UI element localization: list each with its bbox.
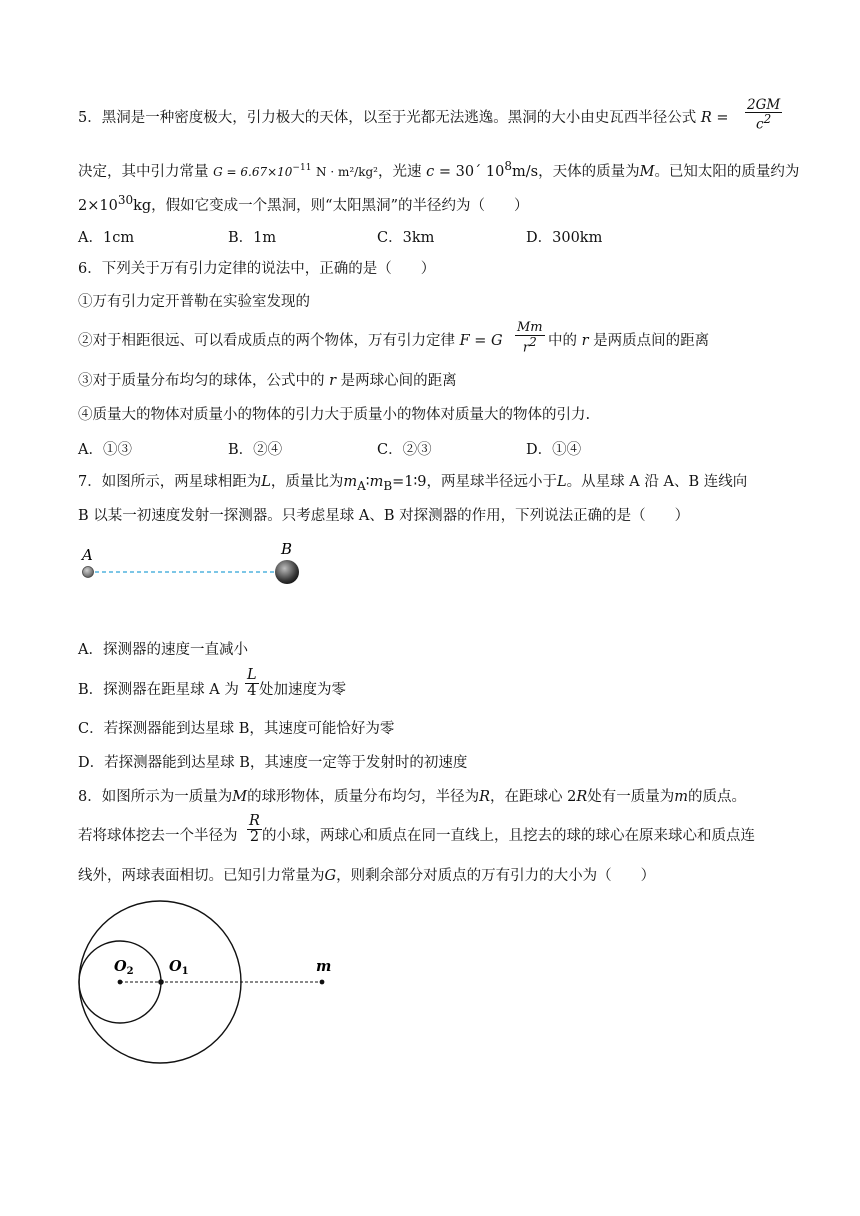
q5-fraction-numerator: 2GM xyxy=(747,97,781,113)
q8-label-o1-sub: 1 xyxy=(181,966,189,977)
q7-L-2: L xyxy=(557,474,567,490)
q5-fraction-denominator: c xyxy=(756,116,764,133)
q7-mA-sub: A xyxy=(357,478,366,493)
q8-text-2b: 的小球，两球心和质点在同一直线上，且挖去的球的球心在原来球心和质点连 xyxy=(262,828,755,844)
q8-M: M xyxy=(232,789,248,805)
q8-R-2: R xyxy=(576,789,588,805)
q5-c-value: 30´ 10 xyxy=(455,163,505,180)
q5-formula-fraction xyxy=(745,98,782,132)
q8-label-o2-letter: O xyxy=(114,958,127,975)
q8-text-1a: 8．如图所示为一质量为 xyxy=(78,789,233,805)
q5-text-c1: 2×10 xyxy=(78,197,118,214)
q8-text-1d: 处有一质量为 xyxy=(587,789,675,805)
q5-line3 xyxy=(78,190,529,216)
q7-text-1b: ，质量比为 xyxy=(270,474,344,490)
q7-text-1a: 7．如图所示，两星球相距为 xyxy=(78,474,262,490)
q5-g-unit: N · m²/kg² xyxy=(316,164,378,179)
q5-formula-lhs: R = xyxy=(700,110,729,126)
q5-g-exp: −11 xyxy=(292,163,312,173)
q6-s3-text-b: 是两球心间的距离 xyxy=(340,373,457,389)
particle-m-dot xyxy=(320,980,325,985)
q6-stem: 6．下列关于万有引力定律的说法中，正确的是（ ） xyxy=(78,261,436,277)
center-o1-dot xyxy=(158,979,164,985)
q7-mB: m xyxy=(369,474,384,490)
q6-option-a[interactable]: A．①③ xyxy=(78,442,132,458)
q7-optB-text-b: 处加速度为零 xyxy=(259,682,346,698)
q5-c-sym: c = xyxy=(426,163,451,180)
q6-s3-text-a: ③对于质量分布均匀的球体，公式中的 xyxy=(78,373,325,389)
q8-R: R xyxy=(479,789,491,805)
q6-options xyxy=(78,438,778,458)
q7-line1 xyxy=(78,472,747,496)
q8-text-1c: ，在距球心 2 xyxy=(490,789,577,805)
q6-s2-fraction xyxy=(515,321,545,355)
q7-mB-sub: B xyxy=(383,478,393,493)
q7-ratio-mid: ∶ xyxy=(365,474,370,490)
q6-s2-r: r xyxy=(581,333,589,349)
q6-s2-sup: 2 xyxy=(529,334,537,349)
q6-option-c[interactable]: C．②③ xyxy=(377,442,432,458)
q5-option-a[interactable]: A．1cm xyxy=(78,230,135,246)
q5-m-sym: M xyxy=(639,163,655,180)
q5-text-b2: ，光速 xyxy=(377,163,422,180)
q5-text-b4: 。已知太阳的质量约为 xyxy=(654,163,800,180)
q6-statement-3 xyxy=(78,371,457,391)
q7-mA: m xyxy=(343,474,358,490)
q8-text-1e: 的质点。 xyxy=(688,789,747,805)
q8-label-m: m xyxy=(316,958,332,975)
q7-optB-fraction xyxy=(245,668,259,699)
q6-s2-numerator: Mm xyxy=(517,320,543,335)
q6-s2-text-b: 中的 xyxy=(548,333,577,349)
q7-ratio-val: =1∶9，两星球半径远小于 xyxy=(392,474,558,490)
q5-line1 xyxy=(78,108,729,128)
q8-line1 xyxy=(78,787,746,807)
q6-s2-text-a: ②对于相距很远、可以看成质点的两个物体，万有引力定律 xyxy=(78,333,455,349)
q8-fraction xyxy=(247,814,262,845)
q7-optB-text-a: B．探测器在距星球 A 为 xyxy=(78,682,239,698)
star-a-icon xyxy=(83,567,94,578)
q6-statement-2 xyxy=(78,331,503,351)
q5-text: 5．黑洞是一种密度极大，引力极大的天体，以至于光都无法逃逸。黑洞的大小由史瓦西半径公式 xyxy=(78,110,697,126)
q6-s2-tail xyxy=(548,331,709,351)
q5-c-exp: 8 xyxy=(504,159,512,173)
q8-figure xyxy=(70,900,350,1100)
q7-option-d[interactable]: D．若探测器能到达星球 B，其速度一定等于发射时的初速度 xyxy=(78,755,468,771)
q6-s2-formula: F = G xyxy=(459,333,503,349)
q7-line2: B 以某一初速度发射一探测器。只考虑星球 A、B 对探测器的作用，下列说法正确的是（ ） xyxy=(78,508,690,524)
q5-option-c[interactable]: C．3km xyxy=(377,230,435,246)
q8-label-o2 xyxy=(114,958,134,977)
q6-s2-text-c: 是两质点间的距离 xyxy=(593,333,710,349)
q7-option-c[interactable]: C．若探测器能到达星球 B，其速度可能恰好为零 xyxy=(78,721,395,737)
q5-text-c-exp: 30 xyxy=(117,193,134,207)
q6-option-b[interactable]: B．②④ xyxy=(228,442,283,458)
q6-s2-denominator: r xyxy=(522,339,530,355)
q8-label-o1-letter: O xyxy=(169,958,182,975)
q7-figure-label-b: B xyxy=(281,540,293,558)
q8-text-1b: 的球形物体，质量分布均匀，半径为 xyxy=(247,789,480,805)
q8-fraction-numerator: R xyxy=(249,813,260,829)
center-o2-dot xyxy=(118,980,123,985)
q5-line2 xyxy=(78,156,799,182)
q6-statement-1: ①万有引力定开普勒在实验室发现的 xyxy=(78,294,310,310)
q5-g-value: G = 6.67×10 xyxy=(213,164,293,179)
q8-label-o1 xyxy=(169,958,189,977)
q5-text-c2: kg，假如它变成一个黑洞，则“太阳黑洞”的半径约为（ ） xyxy=(133,197,529,214)
q7-figure xyxy=(78,540,318,590)
q8-text-3b: ，则剩余部分对质点的万有引力的大小为（ ） xyxy=(336,868,656,884)
q5-option-d[interactable]: D．300km xyxy=(526,230,603,246)
q8-line2 xyxy=(78,826,238,846)
q7-L: L xyxy=(261,474,271,490)
star-b-icon xyxy=(275,560,299,584)
q8-G: G xyxy=(324,868,337,884)
q5-options xyxy=(78,226,778,246)
q8-text-2a: 若将球体挖去一个半径为 xyxy=(78,828,238,844)
q5-text-b1: 决定，其中引力常量 xyxy=(78,163,209,180)
q7-text-1c: 。从星球 A 沿 A、B 连线向 xyxy=(566,474,748,490)
q7-option-b[interactable] xyxy=(78,680,239,700)
q7-optB-denominator: 4 xyxy=(247,683,257,700)
q6-option-d[interactable]: D．①④ xyxy=(526,442,582,458)
q5-option-b[interactable]: B．1m xyxy=(228,230,277,246)
q7-figure-label-a: A xyxy=(82,546,93,564)
q8-label-o2-sub: 2 xyxy=(126,966,134,977)
q6-s3-r: r xyxy=(329,373,337,389)
q8-text-3a: 线外，两球表面相切。已知引力常量为 xyxy=(78,868,325,884)
q6-statement-4: ④质量大的物体对质量小的物体的引力大于质量小的物体对质量大的物体的引力. xyxy=(78,407,591,423)
q8-line3 xyxy=(78,866,655,886)
q5-text-b3: ，天体的质量为 xyxy=(538,163,640,180)
q8-fraction-denominator: 2 xyxy=(249,829,260,846)
q5-fraction-sup: 2 xyxy=(763,112,772,127)
q8-m: m xyxy=(674,789,689,805)
q7-option-a[interactable]: A．探测器的速度一直减小 xyxy=(78,642,248,658)
q5-c-unit: m/s xyxy=(512,163,539,180)
q7-optB-numerator: L xyxy=(247,667,257,683)
